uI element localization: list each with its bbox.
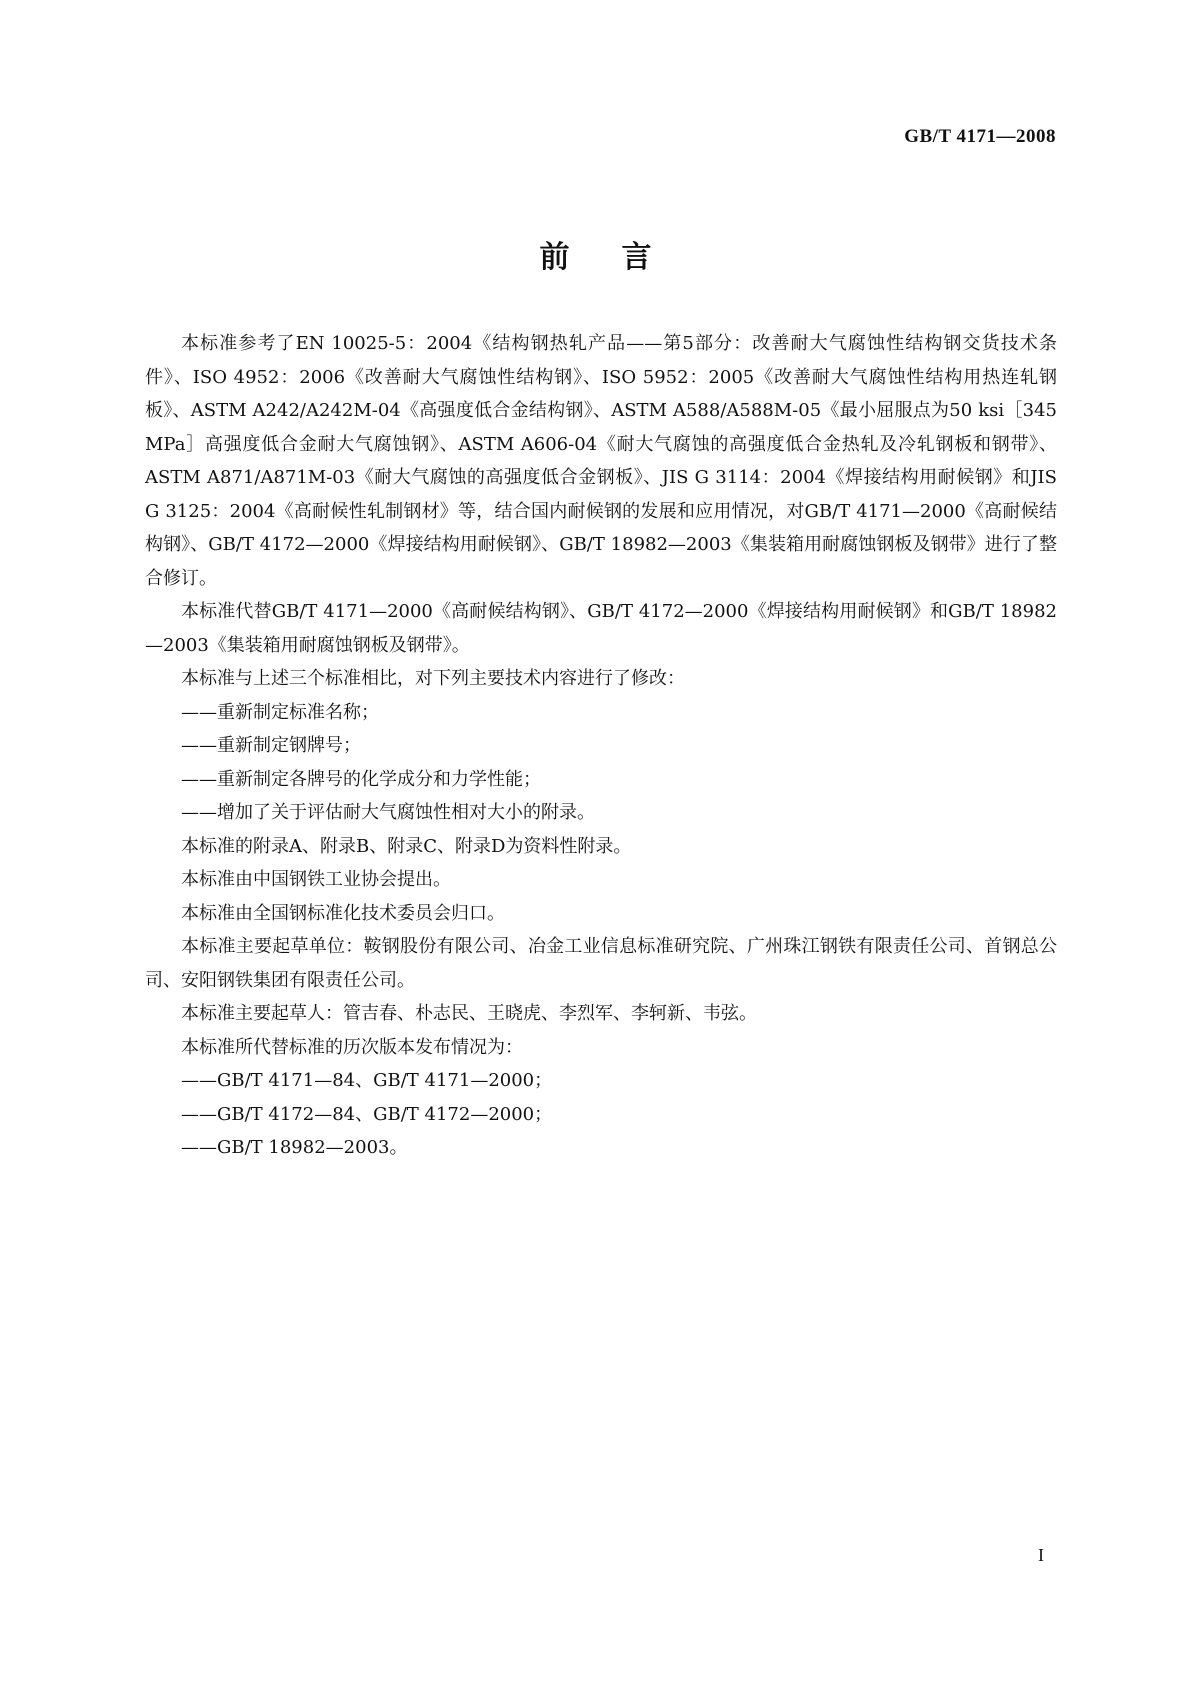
standard-code: GB/T 4171—2008 xyxy=(904,126,1056,147)
paragraph-drafters: 本标准主要起草人：管吉春、朴志民、王晓虎、李烈军、李轲新、韦弦。 xyxy=(181,1003,757,1024)
paragraph-drafting-units: 本标准主要起草单位：鞍钢股份有限公司、冶金工业信息标准研究院、广州珠江钢铁有限责任公司、首钢总公司、安阳钢铁集团有限责任公司。 xyxy=(145,936,1057,991)
list-item-change: ——重新制定各牌号的化学成分和力学性能； xyxy=(181,768,541,790)
paragraph-appendix: 本标准的附录A、附录B、附录C、附录D为资料性附录。 xyxy=(181,835,632,857)
paragraph-changes-intro: 本标准与上述三个标准相比，对下列主要技术内容进行了修改： xyxy=(181,668,685,689)
list-item-change: ——重新制定标准名称； xyxy=(181,701,379,723)
paragraph-replaces: 本标准代替GB/T 4171—2000《高耐候结构钢》、GB/T 4172—2000《焊接结构用耐候钢》和GB/T 18982—2003《集装箱用耐腐蚀钢板及钢带》。 xyxy=(145,601,1057,656)
paragraph-history-intro: 本标准所代替标准的历次版本发布情况为： xyxy=(181,1036,523,1058)
list-item-change: ——重新制定钢牌号； xyxy=(181,735,361,756)
paragraph-proposer: 本标准由中国钢铁工业协会提出。 xyxy=(181,869,451,890)
list-item-history: ——GB/T 4172—84、GB/T 4172—2000； xyxy=(181,1103,553,1125)
list-item-change: ——增加了关于评估耐大气腐蚀性相对大小的附录。 xyxy=(181,802,595,823)
page-number: I xyxy=(1038,1545,1044,1565)
page-title: 前言 xyxy=(539,240,704,275)
paragraph-references: 本标准参考了EN 10025-5：2004《结构钢热轧产品——第5部分：改善耐大气腐蚀性结构钢交货技术条件》、ISO 4952：2006《改善耐大气腐蚀性结构钢》、ISO 5952：2005《改善耐大气腐蚀性结构用热连轧钢板》、ASTM A242/A242M-04《高强度低合金结构钢》、ASTM A588/A588M-05《最小屈服点为50 ksi［345 MPa］高强度低合金耐大气腐蚀钢》、ASTM A606-04《耐大气腐蚀的高强度低合金热轧及冷轧钢板和钢带》、ASTM A871/A871M-03《耐大气腐蚀的高强度低合金钢板》、JIS G 3114：2004《焊接结构用耐候钢》和JIS G 3125：2004《高耐候性轧制钢材》等，结合国内耐候钢的发展和应用情况，对GB/T 4171—2000《高耐候结构钢》、GB/T 4172—2000《焊接结构用耐候钢》、GB/T 18982—2003《集装箱用耐腐蚀钢板及钢带》进行了整合修订。 xyxy=(145,333,1057,589)
paragraph-committee: 本标准由全国钢标准化技术委员会归口。 xyxy=(181,902,505,924)
list-item-history: ——GB/T 4171—84、GB/T 4171—2000； xyxy=(181,1070,553,1091)
document-body xyxy=(145,327,1057,1165)
list-item-history: ——GB/T 18982—2003。 xyxy=(181,1137,408,1158)
